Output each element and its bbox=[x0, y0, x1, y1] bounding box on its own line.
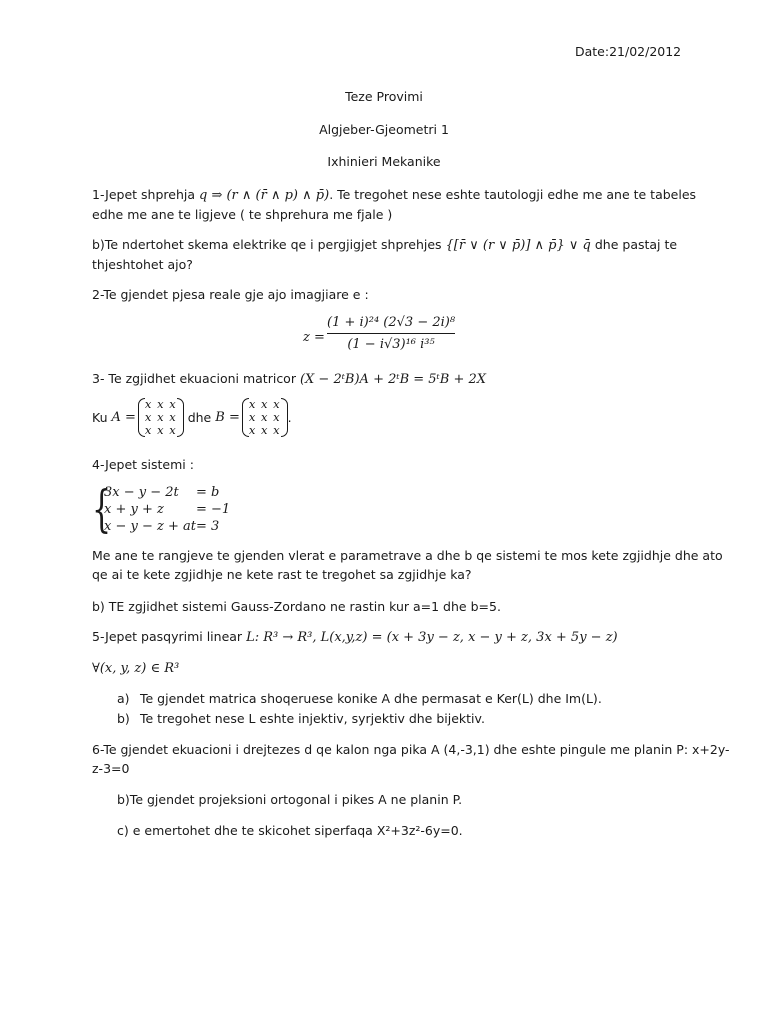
question-1b-formula: {[r̄ ∨ (r ∨ p̄)] ∧ p̄} ∨ q̄ bbox=[445, 238, 591, 253]
list-marker: a) bbox=[117, 691, 130, 706]
question-6-line-1: 6-Te gjendet ekuacioni i drejtezes d qe kalon nga pika A (4,-3,1) dhe eshte pingule me planin P: x+2y- bbox=[92, 742, 730, 757]
title-line-2: Algjeber-Gjeometri 1 bbox=[319, 122, 449, 137]
matrix-b: x x x x x x x x x bbox=[242, 398, 288, 437]
title-line-1: Teze Provimi bbox=[345, 89, 423, 104]
question-1-rest: . Te tregohet nese eshte tautologji edhe me ane te tabeles bbox=[329, 187, 697, 202]
question-1b-line-2: thjeshtohet ajo? bbox=[92, 257, 193, 272]
question-2: 2-Te gjendet pjesa reale gje ajo imagjiare e : bbox=[92, 287, 369, 302]
question-3 bbox=[92, 370, 486, 388]
question-1-formula: q ⇒ (r ∧ (r̄ ∧ p) ∧ p̄) bbox=[199, 188, 330, 203]
question-3-formula: (X − 2ᵗB)A + 2ᵗB = 5ᵗB + 2X bbox=[299, 372, 486, 387]
question-1-line-2: edhe me ane te ligjeve ( te shprehura me fjale ) bbox=[92, 207, 393, 222]
title-line-3: Ixhinieri Mekanike bbox=[327, 154, 441, 169]
matrix-b-label: B = bbox=[215, 410, 240, 425]
question-3-intro: 3- Te zgjidhet ekuacioni matricor bbox=[92, 371, 296, 386]
list-item: a) Te gjendet matrica shoqeruese konike A dhe permasat e Ker(L) dhe Im(L). bbox=[117, 691, 602, 706]
list-marker: b) bbox=[117, 711, 130, 726]
fraction-denominator: (1 − i√3)¹⁶ i³⁵ bbox=[347, 337, 435, 352]
question-2-fraction bbox=[327, 315, 455, 352]
equation-3-right: = 3 bbox=[196, 519, 220, 534]
system-brace: { bbox=[92, 480, 112, 538]
equation-system bbox=[92, 480, 252, 538]
matrix-a-label: A = bbox=[111, 410, 136, 425]
question-6-line-2: z-3=0 bbox=[92, 761, 130, 776]
dhe-label: dhe bbox=[187, 410, 212, 425]
equation-2-right: = −1 bbox=[196, 502, 231, 517]
equation-2-left: x + y + z bbox=[104, 502, 164, 517]
question-1 bbox=[92, 186, 696, 204]
equation-1-right: = b bbox=[196, 485, 220, 500]
date: Date:21/02/2012 bbox=[575, 44, 682, 59]
question-5-formula: L: R³ → R³, L(x,y,z) = (x + 3y − z, x − y + z, 3x + 5y − z) bbox=[246, 630, 618, 645]
fraction-bar bbox=[327, 333, 455, 334]
question-4-para-1: Me ane te rangjeve te gjenden vlerat e parametrave a dhe b qe sistemi te mos kete zgjidhje dhe ato bbox=[92, 548, 723, 563]
question-1b-rest: dhe pastaj te bbox=[594, 237, 678, 252]
question-5-intro: 5-Jepet pasqyrimi linear bbox=[92, 629, 243, 644]
question-1b bbox=[92, 236, 677, 254]
fraction-numerator: (1 + i)²⁴ (2√3 − 2i)⁸ bbox=[327, 315, 456, 330]
question-6-c: c) e emertohet dhe te skicohet siperfaqa X²+3z²-6y=0. bbox=[117, 823, 463, 838]
question-4-b: b) TE zgjidhet sistemi Gauss-Zordano ne rastin kur a=1 dhe b=5. bbox=[92, 599, 501, 614]
question-3-matrices bbox=[92, 398, 292, 437]
ku-label: Ku bbox=[92, 410, 108, 425]
question-5 bbox=[92, 628, 618, 646]
question-5-forall: ∀(x, y, z) ∈ R³ bbox=[92, 661, 180, 676]
question-6-b: b)Te gjendet projeksioni ortogonal i pikes A ne planin P. bbox=[117, 792, 463, 807]
question-4: 4-Jepet sistemi : bbox=[92, 457, 194, 472]
list-item: b) Te tregohet nese L eshte injektiv, syrjektiv dhe bijektiv. bbox=[117, 711, 485, 726]
equation-1-left: 3x − y − 2t bbox=[104, 485, 179, 500]
matrix-period: . bbox=[287, 410, 292, 425]
equation-3-left: x − y − z + at bbox=[104, 519, 196, 534]
question-1b-intro: b)Te ndertohet skema elektrike qe i pergjigjet shprehjes bbox=[92, 237, 442, 252]
question-4-para-2: qe ai te kete zgjidhje ne kete rast te tregohet sa zgjidhje ka? bbox=[92, 567, 472, 582]
matrix-a: x x x x x x x x x bbox=[138, 398, 184, 437]
question-1-intro: 1-Jepet shprehja bbox=[92, 187, 196, 202]
question-2-lhs: z = bbox=[303, 330, 325, 345]
